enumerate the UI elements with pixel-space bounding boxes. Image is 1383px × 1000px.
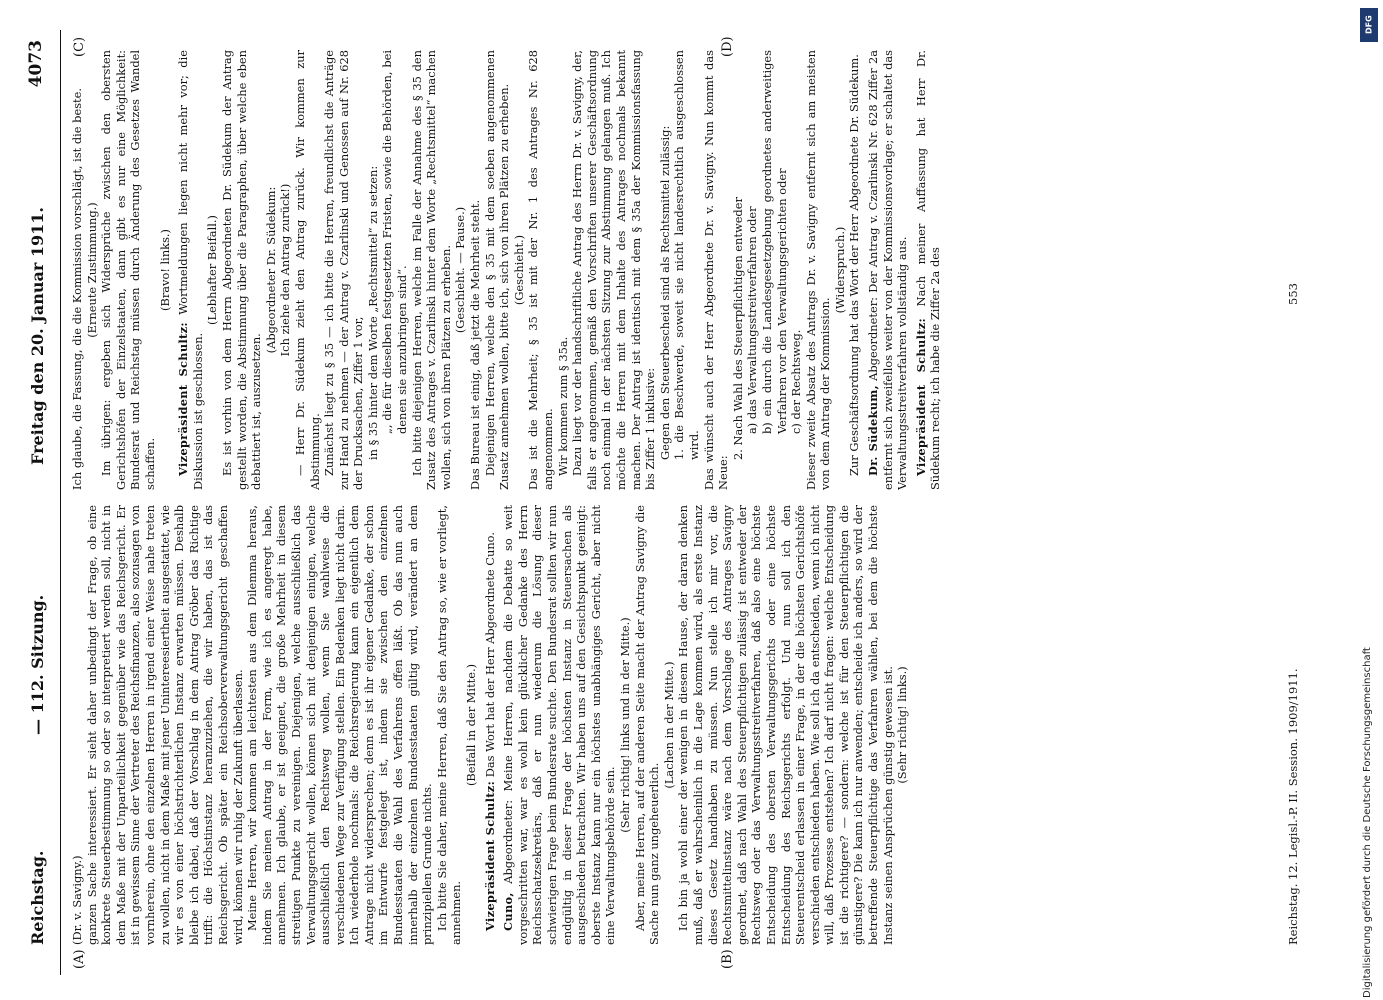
speaker-name: Vizepräsident Schultz: — [913, 317, 928, 476]
paragraph-text: in § 35 hinter dem Worte „Rechtsmittel“ zu setzen: — [365, 165, 380, 460]
paragraph — [570, 50, 658, 490]
paragraph-text: Nach meiner Auffassung hat Herr Dr. Südekum recht; ich habe die Ziffer 2a des — [913, 50, 943, 490]
paragraph — [70, 50, 85, 490]
paragraph — [245, 505, 435, 945]
paragraph-text: Dazu liegt vor der handschriftliche Antrag des Herrn Dr. v. Savigny, der, falls er angenommen, gemäß den Vorschriften unserer Geschäftsordnung noch einmal in der nächsten Sitzung zur Abstimmung gelangen muß. Ich möchte die Herren mit dem Inhalte des Antrages nochmals bekannt machen. Der Antrag ist identisch mit dem § 35a der Kommissionsfassung bis Ziffer 1 inklusive: — [570, 50, 658, 490]
paragraph — [366, 50, 381, 490]
paragraph-text: Ich ziehe den Antrag zurück!) — [278, 183, 293, 357]
paragraph-text: b) ein durch die Landesgesetzgebung geordnetes anderweitiges Verfahren vor den Verwaltungsgerichten oder — [759, 50, 789, 434]
paragraph-text: Meine Herren, wir kommen am leichtesten aus dem Dilemma heraus, indem Sie meinen Antrag in der Form, wie ich es angeregt habe, annehmen. Ich glaube, er ist geeignet, die große Mehrheit in diesem streitigen Punkte zu vereinigen. Diejenigen, welche ausschließlich das Verwaltungsgericht wollen, können sich mit denjenigen einigen, welche ausschließlich den Rechtsweg wollen, wenn Sie wahlweise die verschiedenen Wege zur Verfügung stellen. Ein Bedenken liegt nicht darin. Ich wiederhole nochmals: die Reichsregierung kann ein eigentlich dem Antrage nicht widersprechen; denn es ist ihr eigener Gedanke, der schon im Entwurfe festgelegt ist, indem sie zwischen den einzelnen Bundesstaaten die Wahl des Verfahrens offen läßt. Ob das nun auch innerhalb der einzelnen Bundesstaaten gültig wird, verändert an dem prinzipiellen Grunde nichts. — [245, 505, 435, 945]
paragraph — [220, 50, 264, 490]
paragraph — [70, 505, 85, 945]
paragraph-text: Ich bitte diejenigen Herren, welche im Falle der Annahme des § 35 den Zusatz des Antrages v. Czarlinski hinter dem Worte „Rechtsmittel“ machen wollen, sich von ihren Plätzen zu erheben. — [409, 50, 453, 490]
left-text-column — [70, 505, 1270, 945]
paragraph — [410, 50, 454, 490]
paragraph-text: (Geschieht. — Pause.) — [453, 206, 468, 334]
header-institution: Reichstag. — [28, 850, 47, 945]
footer-sheet-number: 553 — [1286, 283, 1300, 305]
paragraph — [468, 50, 483, 490]
paragraph-text: ganzen Sache interessiert. Er sieht daher unbedingt der Frage, ob eine konkrete Steuerbestimmung so oder so interpretiert werden soll, nicht in dem Maße mit der Unparteilichkeit gegenüber wie das Reichsgericht. Er ist in gewissem Sinne der Vertreter des Reichsfinanzen, also sozusagen von vornherein, ohne den einzelnen Herren in irgend einer Weise nahe treten zu wollen, nicht in dem Maße mit jener Unintereesiertheit ausgestattet, wie wir es von einer höchstrichterlichen Instanz erwarten müssen. Deshalb bleibe ich dabei, daß der Vorschlag in dem Antrag Gröber das Richtige trifft: die Höchstinstanz heranzuziehen, die wir haben, das ist das Reichsgericht. Ob später ein Reichsoberverwaltungsgericht geschaffen wird, können wir ruhig der Zukunft überlassen. — [84, 505, 245, 945]
paragraph-text: „, die für dieselben festgesetzten Fristen, sowie die Behörden, bei denen sie anzubringen sind“. — [380, 50, 410, 434]
paragraph — [453, 50, 468, 490]
paragraph — [833, 50, 848, 490]
paragraph-text: Gegen den Steuerbescheid sind als Rechtsmittel zulässig: — [657, 125, 672, 460]
paragraph-text: (Dr. v. Savigny.) — [70, 855, 84, 945]
paragraph — [662, 505, 677, 945]
paragraph — [483, 50, 512, 490]
paragraph — [435, 505, 464, 945]
paragraph — [99, 50, 157, 490]
page-number: 4073 — [26, 40, 46, 88]
speaker-name: Cuno, — [501, 892, 516, 931]
paragraph-text: Zunächst liegt zu § 35 — ich bitte die Herren, freundlichst die Anträge zur Hand zu nehmen — der Antrag v. Czarlinski und Genossen auf Nr. 628 der Drucksachen, Ziffer 1 vor, — [322, 50, 366, 490]
right-text-column — [70, 50, 1270, 490]
paragraph — [264, 50, 279, 490]
paragraph-text: a) das Verwaltungsstreitverfahren oder — [745, 206, 760, 434]
margin-marker-c: (C) — [72, 36, 87, 57]
paragraph-text: Im übrigen: ergeben sich Widersprüche zwischen den obersten Gerichtshöfen der Einzelstaaten, dann gibt es nur eine Möglichkeit: Bundesrat und Reichstag müssen durch Änderung des Gesetzes Wandel schaffen. — [99, 50, 157, 490]
paragraph-text: (Bravo! links.) — [157, 229, 172, 311]
paragraph-text: Zur Geschäftsordnung hat das Wort der Herr Abgeordnete Dr. Südekum. — [847, 54, 862, 476]
paragraph — [293, 50, 322, 490]
paragraph — [745, 50, 760, 490]
paragraph-text: Dieser zweite Absatz des Antrags Dr. v. Savigny entfernt sich am meisten von dem Antrag der Kommission. — [803, 50, 833, 490]
paragraph-text: (Lachen in der Mitte.) — [661, 661, 676, 789]
paragraph — [804, 50, 833, 490]
margin-marker-a: (A) — [72, 949, 87, 969]
paragraph-text: Aber, meine Herren, auf der anderen Seite macht der Antrag Savigny die Sache nun ganz ungeheuerlich. — [632, 505, 662, 945]
paragraph-text: (Sehr richtig! links und in der Mitte.) — [617, 617, 632, 833]
footer-publication: Reichstag. 12. Legisl.-P. II. Session. 1909/1911. — [1286, 668, 1300, 945]
paragraph-text: Ich bitte Sie daher, meine Herren, daß Sie den Antrag so, wie er vorliegt, annehmen. — [434, 505, 464, 945]
paragraph — [85, 50, 100, 490]
paragraph — [760, 50, 789, 490]
paragraph-text: Das wünscht auch der Herr Abgeordnete Dr. v. Savigny. Nun kommt das Neue: — [701, 50, 731, 490]
paragraph — [158, 50, 173, 490]
paragraph-text: Das Wort hat der Herr Abgeordnete Cuno. — [482, 532, 497, 781]
speaker-name: Vizepräsident Schultz: — [176, 322, 191, 476]
digitization-sidebar — [1360, 8, 1380, 998]
paragraph — [556, 50, 571, 490]
paragraph-text: Ich glaube, die Fassung, die die Kommission vorschlägt, ist die beste. — [70, 88, 84, 490]
paragraph — [731, 50, 746, 490]
header-date: Freitag den 20. Januar 1911. — [28, 207, 47, 465]
paragraph — [847, 50, 862, 490]
paragraph — [322, 50, 366, 490]
paragraph-text: (Erneute Zustimmung.) — [84, 202, 99, 338]
paragraph — [633, 505, 662, 945]
paragraph-text: Wir kommen zum § 35a. — [555, 336, 570, 476]
paragraph — [789, 50, 804, 490]
paragraph-text: Es ist vorhin von dem Herrn Abgeordneten Dr. Südekum der Antrag gestellt worden, die Abstimmung über die Paragraphen, über welche eben debattiert ist, auszusetzen. — [219, 50, 264, 490]
paragraph — [658, 50, 673, 490]
paragraph — [176, 50, 205, 490]
digitization-credit: Digitalisierung gefördert durch die Deutsche Forschungsgemeinschaft — [1362, 647, 1373, 998]
paragraph-text: Abgeordneter: Meine Herren, nachdem die Debatte so weit vorgeschritten war, war es wohl kein glücklicher Gedanke des Herrn Reichsschatzsekretärs, daß er nun wiederum die Lösung dieser schwierigen Frage beim Bundesrate suchte. Den Bundesrat sollten wir nun endgültig in dieser Frage der höchsten Instanz in Steuersachen als ausgeschieden betrachten. Wir haben uns auf den Gesichtspunkt geeinigt: oberste Instanz kann nur ein höchstes unabhängiges Gericht, aber nicht eine Verwaltungsbehörde sein. — [501, 505, 618, 945]
paragraph-text: 1. die Beschwerde, soweit sie nicht landesrechtlich ausgeschlossen wird. — [672, 50, 701, 460]
margin-marker-d: (D) — [720, 36, 735, 57]
page-header — [20, 30, 61, 975]
speaker-name: Vizepräsident Schultz: — [482, 780, 497, 931]
paragraph — [895, 505, 910, 945]
paragraph — [278, 50, 293, 490]
paragraph-text: (Sehr richtig! links.) — [895, 666, 910, 784]
paragraph — [380, 50, 409, 490]
paragraph — [85, 505, 246, 945]
paragraph-text: Das Bureau ist einig, daß jetzt die Mehrheit steht. — [468, 199, 483, 490]
paragraph — [676, 505, 895, 945]
paragraph-text: (Geschieht.) — [511, 234, 526, 306]
paragraph — [464, 505, 479, 945]
paragraph — [672, 50, 701, 490]
header-session: — 112. Sitzung. — [28, 594, 47, 735]
paragraph — [526, 50, 555, 490]
paragraph — [483, 505, 498, 945]
paragraph-text: (Widerspruch.) — [832, 226, 847, 314]
paragraph-text: 2. Nach Wahl des Steuerpflichtigen entweder — [730, 197, 745, 460]
margin-marker-b: (B) — [720, 949, 735, 969]
paragraph-text: Wortmeldungen liegen nicht mehr vor; die Diskussion ist geschlossen. — [176, 50, 205, 490]
paragraph — [702, 50, 731, 490]
paragraph-text: — Herr Dr. Südekum zieht den Antrag zurück. Wir kommen zur Abstimmung. — [292, 50, 322, 490]
paragraph-text: Ich bin ja wohl einer der wenigen in diesem Hause, der daran denken muß, daß er wahrscheinlich in die Lage kommen wird, als erste Instanz dieses Gesetz handhaben zu müssen. Nun stelle ich mir vor, die Rechtsmittelinstanz wäre nach dem Vorschlage des Antrages Savigny geordnet, daß nach Wahl des Steuerpflichtigen zulässig ist entweder der Rechtsweg oder das Verwaltungsstreitverfahren, daß also eine höchste Entscheidung des obersten Verwaltungsgerichts oder eine höchste Entscheidung des Reichsgerichts erfolgt. Und nun soll ich den Steuerentscheid erlassen in einer Frage, in der die höchsten Gerichtshöfe verschieden entschieden haben. Wie soll ich da entscheiden, wenn ich nicht will, daß Prozesse entstehen? Ich darf nicht fragen: welche Entscheidung ist die richtigere? — sondern: welche ist für den Steuerpflichtigen die günstigere? Die kann ich nur anwenden; entscheide ich anders, so wird der betreffende Steuerpflichtige das Verfahren wählen, bei dem die höchste Instanz seinen Ansprüchen günstig gewesen ist. — [676, 505, 895, 945]
paragraph — [866, 50, 910, 490]
paragraph-text: (Lebhafter Beifall.) — [205, 215, 220, 325]
paragraph-text: Diejenigen Herren, welche den § 35 mit dem soeben angenommenen Zusatz annehmen wollen, bitte ich, sich von ihren Plätzen zu erheben. — [482, 50, 512, 490]
page-footer — [1282, 45, 1310, 945]
paragraph-text: (Beifall in der Mitte.) — [464, 663, 479, 787]
paragraph — [512, 50, 527, 490]
paragraph-text: Abgeordneter: Der Antrag v. Czarlinski Nr. 628 Ziffer 2a entfernt sich zweifellos weiter von der Kommissionsvorlage; er schaltet das Verwaltungsstreitverfahren vollständig aus. — [866, 50, 910, 490]
speaker-name: Dr. Südekum, — [866, 385, 881, 476]
dfg-logo: DFG — [1360, 8, 1378, 42]
paragraph — [205, 50, 220, 490]
paragraph-text: c) der Rechtsweg. — [789, 329, 804, 434]
document-page — [20, 30, 1325, 975]
paragraph — [501, 505, 618, 945]
paragraph-text: (Abgeordneter Dr. Südekum: — [263, 186, 278, 354]
paragraph — [914, 50, 943, 490]
paragraph-text: Das ist die Mehrheit; § 35 ist mit der Nr. 1 des Antrages Nr. 628 angenommen. — [526, 50, 555, 490]
paragraph — [618, 505, 633, 945]
